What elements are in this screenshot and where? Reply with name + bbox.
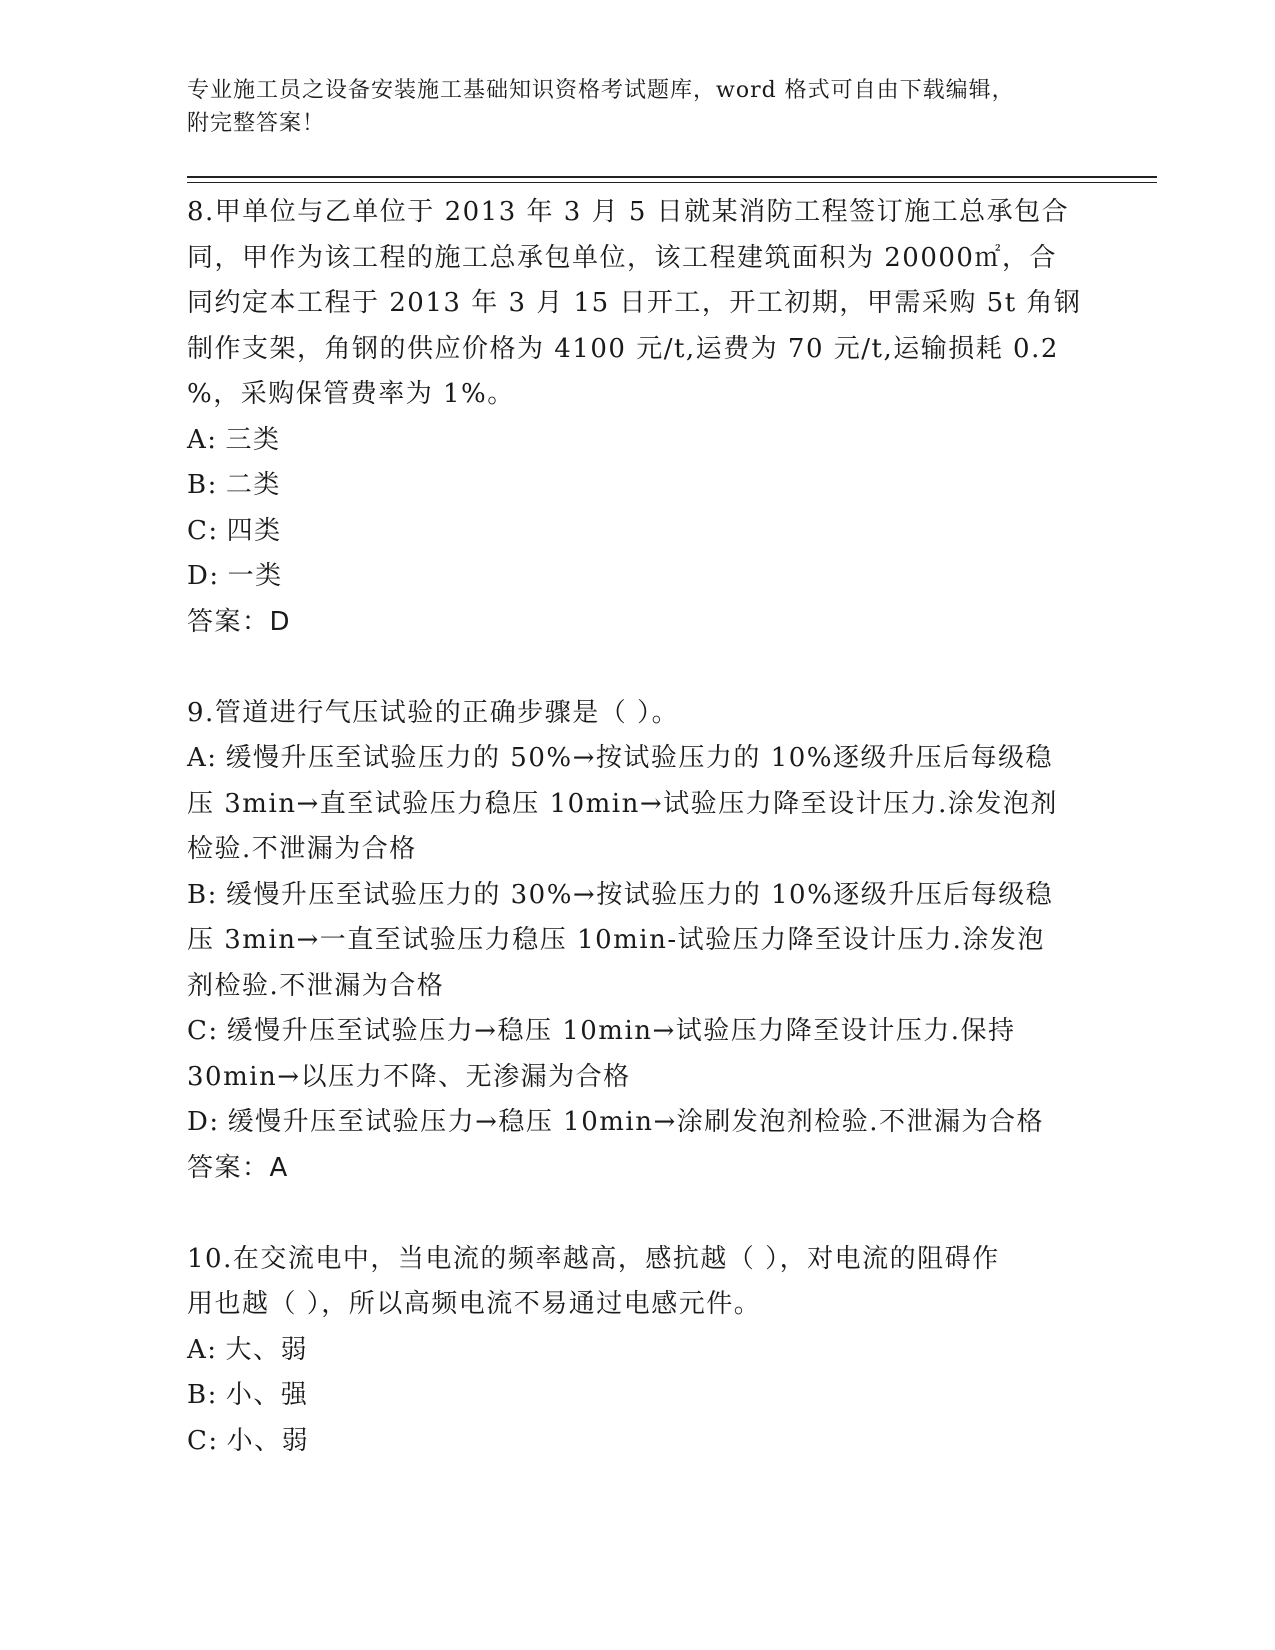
question-9 [187,691,1087,1192]
question-stem [187,190,1087,418]
stem-line: 同，甲作为该工程的施工总承包单位，该工程建筑面积为 20000㎡，合 [187,242,1057,273]
option-text-cont: 检验.不泄漏为合格 [187,834,417,864]
header-rule-thin [187,182,1157,183]
option-text: 二类 [225,470,281,500]
question-list [187,190,1087,1464]
question-10 [187,1237,1087,1465]
option-text: 小、强 [225,1380,309,1410]
option-label: B: [187,879,218,910]
question-stem [187,691,1087,737]
option-c [187,1419,1087,1465]
option-text: 缓慢升压至试验压力→稳压 10min→涂刷发泡剂检验.不泄漏为合格 [227,1107,1045,1137]
option-label: B: [187,470,218,500]
option-c [187,1009,1087,1100]
stem-line: 用也越（ ），所以高频电流不易通过电感元件。 [187,1289,762,1319]
option-d [187,1100,1087,1146]
option-text-cont: 30min→以压力不降、无渗漏为合格 [187,1061,631,1092]
option-text: 一类 [227,561,283,591]
option-text: 小、弱 [226,1425,310,1456]
option-text-cont: 压 3min→直至试验压力稳压 10min→试验压力降至设计压力.涂发泡剂 [187,788,1058,819]
stem-line: 8.甲单位与乙单位于 2013 年 3 月 5 日就某消防工程签订施工总承包合 [187,197,1070,227]
option-a [187,418,1087,464]
option-b [187,463,1087,509]
stem-line: %，采购保管费率为 1%。 [187,379,515,409]
stem-line: 同约定本工程于 2013 年 3 月 15 日开工，开工初期，甲需采购 5t 角钢 [187,288,1082,318]
option-text-cont: 剂检验.不泄漏为合格 [187,970,445,1001]
answer-line [187,600,1087,646]
option-a [187,736,1087,873]
option-label: D: [187,561,220,591]
option-label: A: [187,424,218,455]
answer-line [187,1146,1087,1192]
option-text-cont: 压 3min→一直至试验压力稳压 10min-试验压力降至设计压力.涂发泡 [187,925,1045,955]
option-d [187,554,1087,600]
page-header [187,74,1067,140]
header-line-2: 附完整答案！ [187,111,326,136]
stem-line: 9.管道进行气压试验的正确步骤是（ ）。 [187,697,680,728]
option-label: D: [187,1107,220,1137]
header-rule-thick [187,176,1157,178]
answer-label: 答案： [187,1152,270,1183]
question-spacer [187,1191,1087,1237]
question-spacer [187,645,1087,691]
option-text: 缓慢升压至试验压力的 50%→按试验压力的 10%逐级升压后每级稳 [225,743,1053,773]
question-stem [187,1237,1087,1328]
option-text: 缓慢升压至试验压力的 30%→按试验压力的 10%逐级升压后每级稳 [225,879,1054,910]
option-label: C: [187,1425,219,1456]
option-text: 四类 [226,515,282,546]
option-text: 缓慢升压至试验压力→稳压 10min→试验压力降至设计压力.保持 [226,1016,1016,1046]
stem-line: 制作支架，角钢的供应价格为 4100 元/t,运费为 70 元/t,运输损耗 0.2 [187,333,1059,364]
option-text: 三类 [225,424,281,455]
option-text: 大、弱 [225,1334,309,1365]
header-line-1: 专业施工员之设备安装施工基础知识资格考试题库，word 格式可自由下载编辑， [187,78,1015,103]
question-8 [187,190,1087,645]
option-b [187,873,1087,1010]
option-label: C: [187,515,219,546]
option-label: A: [187,743,218,773]
option-c [187,509,1087,555]
answer-value: A [269,1152,289,1183]
answer-label: 答案： [187,606,270,637]
stem-line: 10.在交流电中，当电流的频率越高，感抗越（ ），对电流的阻碍作 [187,1243,1000,1274]
answer-value: D [269,606,292,637]
option-label: A: [187,1334,218,1365]
option-a [187,1328,1087,1374]
option-b [187,1373,1087,1419]
option-label: B: [187,1380,218,1410]
option-label: C: [187,1016,219,1046]
